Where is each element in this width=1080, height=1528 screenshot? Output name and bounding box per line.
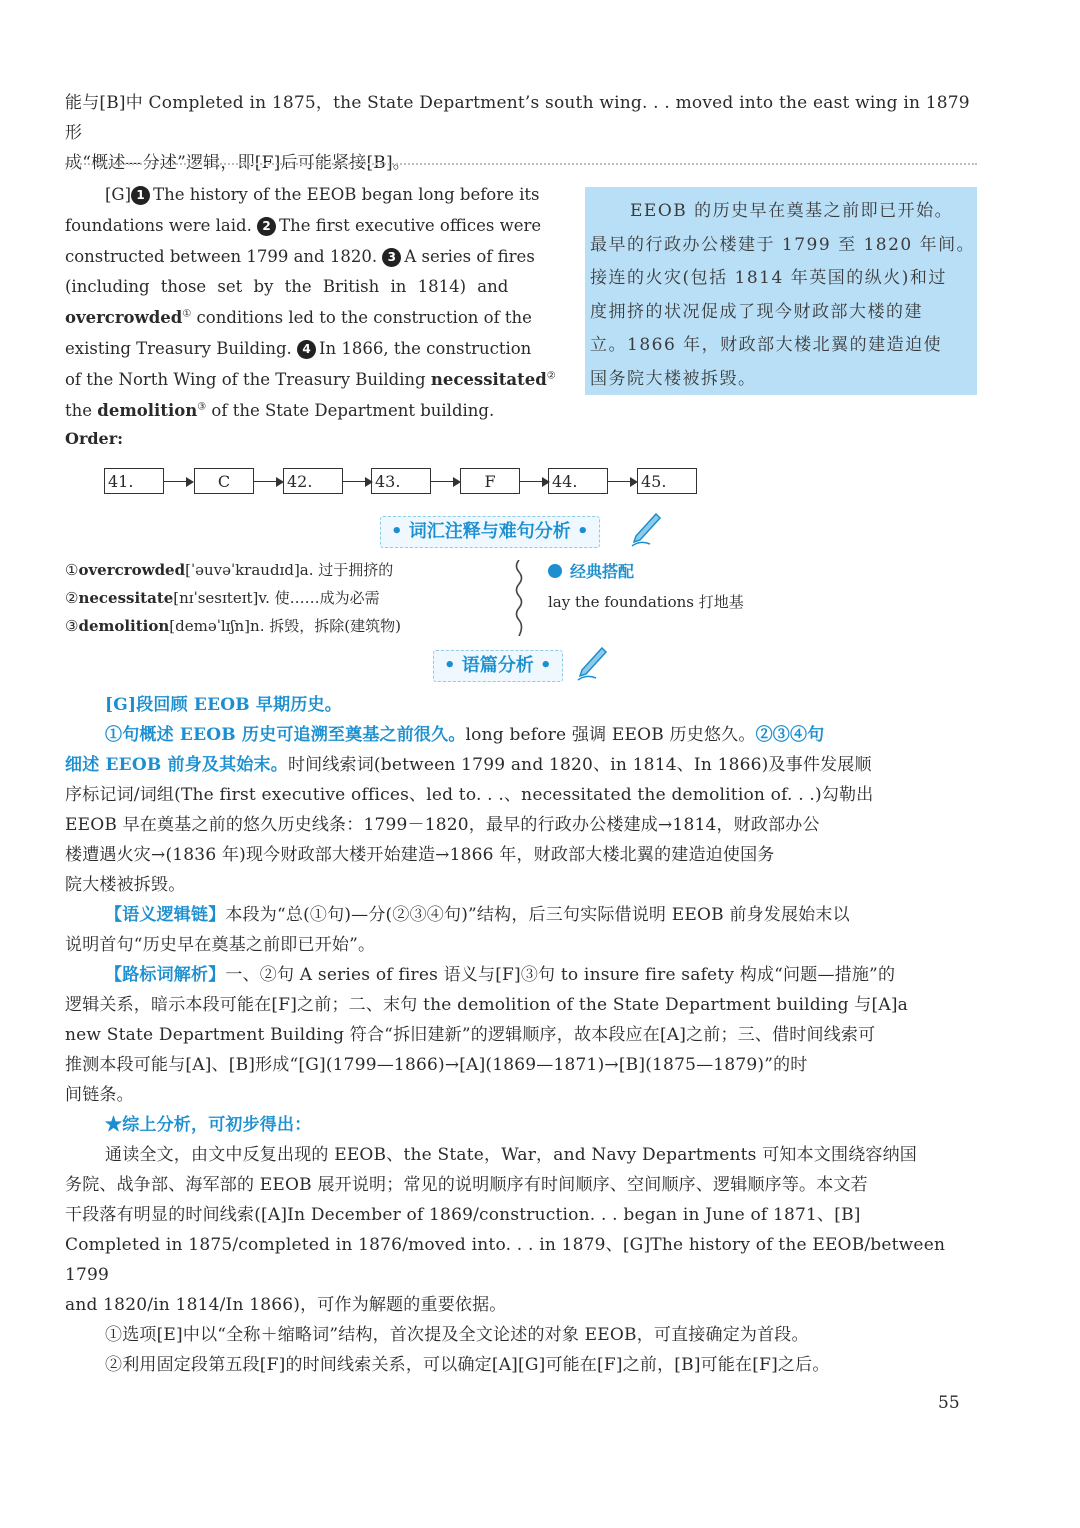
summary-text: 干段落有明显的时间线索([A]In December of 1869/construction. . . began in June of 1871、[B] [65, 1205, 861, 1225]
summary-text: and 1820/in 1814/In 1866)，可作为解题的重要依据。 [65, 1295, 507, 1315]
summary-text: ①选项[E]中以“全称＋缩略词”结构，首次提及全文论述的对象 EEOB，可直接确定为首段。 [105, 1325, 809, 1345]
bullet-dot-icon [548, 564, 562, 578]
vocab-word: necessitate [78, 589, 174, 607]
analysis-text: 院大楼被拆毁。 [65, 875, 186, 895]
dotted-divider [65, 163, 977, 165]
analysis-text: 楼遭遇火灾→(1836 年)现今财政部大楼开始建造→1866 年，财政部大楼北翼的建造迫使国务 [65, 845, 775, 865]
translation-line: 最早的行政办公楼建于 1799 至 1820 年间。 [590, 234, 976, 255]
passage-g [65, 180, 565, 426]
analysis-text: 本段为“总(①句)—分(②③④句)”结构，后三句实际借说明 EEOB 前身发展始末以 [225, 905, 850, 925]
sentence-marker-2: 2 [257, 217, 276, 236]
analysis-text: new State Department Building 符合“拆旧建新”的逻辑顺序，故本段应在[A]之前；三、借时间线索可 [65, 1025, 876, 1045]
summary-text: ②利用固定段第五段[F]的时间线索关系，可以确定[A][G]可能在[F]之前，[B]可能在[F]之后。 [105, 1355, 830, 1375]
analysis-highlight: 细述 EEOB 前身及其始末。 [65, 755, 288, 775]
analysis-text: 推测本段可能与[A]、[B]形成“[G](1799—1866)→[A](1869—1871)→[B](1875—1879)”的时 [65, 1055, 808, 1075]
page-number: 55 [938, 1393, 960, 1413]
translation-line: 国务院大楼被拆毁。 [590, 368, 757, 389]
analysis-text: 逻辑关系，暗示本段可能在[F]之前；二、末句 the demolition of the State Department building 与[A]a [65, 995, 908, 1015]
sentence-marker-1: 1 [131, 186, 150, 205]
analysis-text: 间链条。 [65, 1085, 134, 1105]
vocab-word: demolition [97, 400, 198, 420]
order-box-c: C [194, 468, 254, 494]
paragraph-label: [G] [105, 185, 132, 204]
footnote-mark: ② [546, 370, 556, 382]
arrow [164, 481, 188, 482]
arrow [254, 481, 278, 482]
sentence-marker-4: 4 [297, 340, 316, 359]
footnote-mark: ① [182, 308, 192, 320]
analysis-text: 一、②句 A series of fires 语义与[F]③句 to insure fire safety 构成“问题—措施”的 [225, 965, 896, 985]
order-label: Order: [65, 429, 124, 448]
collocation-text: lay the foundations 打地基 [548, 593, 744, 611]
vocab-word: demolition [78, 617, 170, 635]
vocab-word: overcrowded [78, 561, 186, 579]
analysis-highlight: ①句概述 EEOB 历史可追溯至奠基之前很久。 [105, 725, 466, 745]
analysis-text: 说明首句“历史早在奠基之前即已开始”。 [65, 935, 376, 955]
translation-line: EEOB 的历史早在奠基之前即已开始。 [630, 201, 954, 221]
passage-text: conditions led to the construction of the [191, 308, 532, 328]
translation-line: 度拥挤的状况促成了现今财政部大楼的建 [590, 301, 923, 322]
vocab-list [65, 556, 401, 640]
passage-text: (including those set by the British in 1814) and [65, 277, 509, 297]
vocab-word: necessitated [430, 369, 547, 389]
chain-divider [512, 560, 526, 636]
order-box-43: 43. [371, 468, 431, 494]
vocab-num: ② [65, 589, 79, 607]
arrow [520, 481, 544, 482]
summary-text: Completed in 1875/completed in 1876/moved into. . . in 1879、[G]The history of the EEOB/between 1799 [65, 1235, 946, 1285]
passage-text: foundations were laid. [65, 215, 252, 235]
analysis-highlight: ②③④句 [755, 725, 825, 745]
vocab-num: ① [65, 561, 79, 579]
analysis-text: EEOB 早在奠基之前的悠久历史线条：1799－1820，最早的行政办公楼建成→1814，财政部办公 [65, 815, 820, 835]
logic-chain-tag: 【语义逻辑链】 [105, 905, 226, 925]
top-line-2: 成“概述—分述”逻辑，即[F]后可能紧接[B]。 [65, 153, 410, 173]
pen-icon [626, 510, 664, 548]
top-line-1: 能与[B]中 Completed in 1875，the State Department’s south wing. . . moved into the east wing in 1879 形 [65, 93, 970, 143]
vocab-section-banner: • 词汇注释与难句分析 • [380, 516, 600, 548]
passage-text: The first executive offices were [279, 215, 542, 235]
signpost-tag: 【路标词解析】 [105, 965, 226, 985]
order-box-f: F [460, 468, 520, 494]
analysis-heading: [G]段回顾 EEOB 早期历史。 [105, 695, 342, 715]
discourse-section-banner: • 语篇分析 • [433, 650, 563, 682]
vocab-def: [deməˈlɪʃn]n. 拆毁，拆除(建筑物) [169, 617, 401, 635]
analysis-text: 时间线索词(between 1799 and 1820、in 1814、In 1866)及事件发展顺 [287, 755, 872, 775]
vocab-word: overcrowded [65, 308, 183, 328]
passage-text: A series of fires [404, 246, 535, 266]
passage-text: In 1866, the construction [319, 338, 532, 358]
analysis-text: long before 强调 EEOB 历史悠久。 [465, 725, 756, 745]
translation-box [585, 187, 977, 395]
translation-line: 立。1866 年，财政部大楼北翼的建造迫使 [590, 335, 943, 355]
sentence-marker-3: 3 [382, 248, 401, 267]
vocab-item-3 [65, 612, 401, 640]
passage-text: The history of the EEOB began long before its [153, 185, 540, 204]
summary-text: 通读全文，由文中反复出现的 EEOB、the State，War，and Navy Departments 可知本文围绕容纳国 [105, 1145, 918, 1165]
order-box-45: 45. [637, 468, 697, 494]
order-box-42: 42. [283, 468, 343, 494]
passage-text: existing Treasury Building. [65, 338, 292, 358]
arrow [608, 481, 632, 482]
vocab-item-1 [65, 556, 401, 584]
passage-text: constructed between 1799 and 1820. [65, 246, 378, 266]
translation-line: 接连的火灾(包括 1814 年英国的纵火)和过 [590, 268, 947, 288]
analysis-text: 序标记词/词组(The first executive offices、led to. . .、necessitated the demolition of. . .)勾勒出 [65, 785, 874, 805]
collocation-block [548, 557, 744, 617]
vocab-num: ③ [65, 617, 79, 635]
analysis-section [65, 690, 985, 1380]
vocab-item-2 [65, 584, 401, 612]
arrow [431, 481, 455, 482]
summary-heading: ★综上分析，可初步得出： [105, 1115, 312, 1135]
pen-icon [572, 644, 610, 682]
vocab-def: [nɪˈsesɪteɪt]v. 使……成为必需 [173, 589, 380, 607]
passage-text: of the North Wing of the Treasury Building [65, 369, 431, 389]
passage-text: the [65, 400, 98, 420]
order-box-41: 41. [104, 468, 164, 494]
summary-text: 务院、战争部、海军部的 EEOB 展开说明；常见的说明顺序有时间顺序、空间顺序、逻辑顺序等。本文若 [65, 1175, 868, 1195]
footnote-mark: ③ [197, 401, 207, 413]
arrowhead [186, 477, 194, 487]
arrow [343, 481, 367, 482]
passage-text: of the State Department building. [206, 400, 495, 420]
collocation-title: 经典搭配 [570, 562, 635, 581]
vocab-def: [ˈəuvəˈkraudɪd]a. 过于拥挤的 [185, 561, 394, 579]
order-box-44: 44. [548, 468, 608, 494]
